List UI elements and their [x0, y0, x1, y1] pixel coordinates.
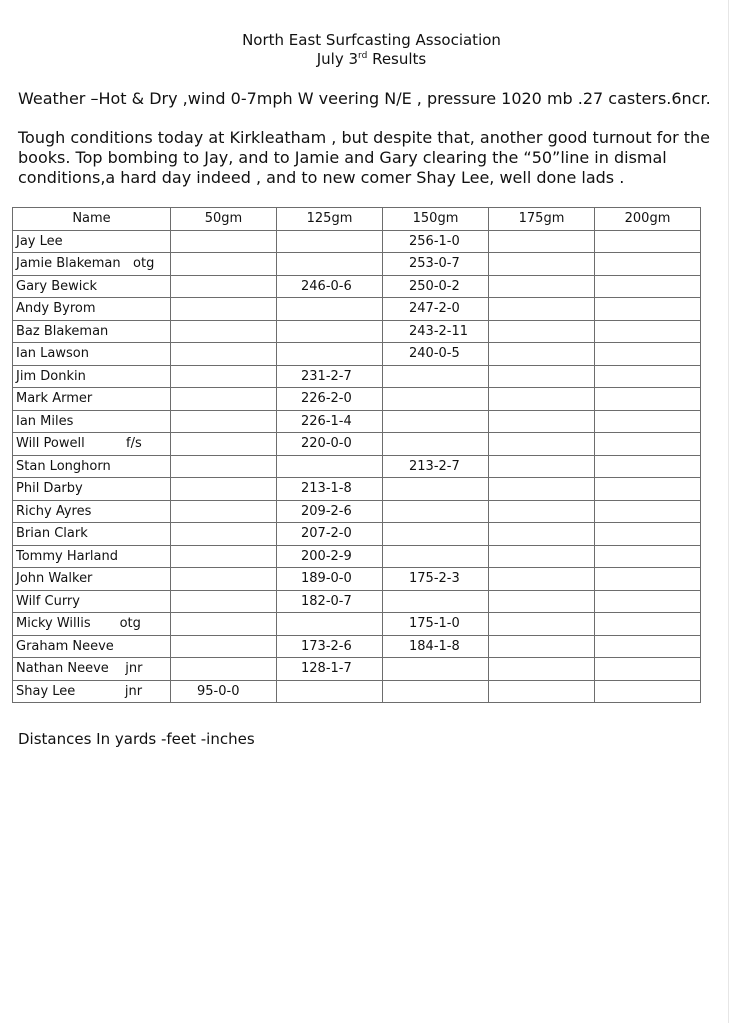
table-row [13, 365, 701, 388]
distance-cell-200gm [595, 455, 701, 478]
table-row [13, 455, 701, 478]
competitor-name-cell: Brian Clark [13, 523, 171, 546]
distance-cell-200gm [595, 433, 701, 456]
column-header-125gm: 125gm [277, 208, 383, 231]
competitor-name-cell: Tommy Harland [13, 545, 171, 568]
competitor-name-cell: Micky Willis otg [13, 613, 171, 636]
distance-cell-200gm [595, 275, 701, 298]
distance-cell-200gm [595, 253, 701, 276]
table-header-row [13, 208, 701, 231]
distance-cell-50gm [171, 590, 277, 613]
distance-cell-125gm [277, 680, 383, 703]
table-row [13, 253, 701, 276]
distance-cell-200gm [595, 523, 701, 546]
table-row [13, 388, 701, 411]
distance-cell-150gm: 250-0-2 [383, 275, 489, 298]
distance-cell-50gm [171, 343, 277, 366]
distance-cell-150gm [383, 388, 489, 411]
distance-cell-175gm [489, 613, 595, 636]
distance-cell-175gm [489, 253, 595, 276]
table-row [13, 500, 701, 523]
distance-cell-200gm [595, 635, 701, 658]
date-prefix: July 3 [316, 50, 359, 68]
column-header-200gm: 200gm [595, 208, 701, 231]
distance-cell-175gm [489, 635, 595, 658]
distance-cell-200gm [595, 680, 701, 703]
distance-cell-175gm [489, 388, 595, 411]
table-row [13, 433, 701, 456]
distance-cell-175gm [489, 298, 595, 321]
column-header-150gm: 150gm [383, 208, 489, 231]
distance-cell-175gm [489, 410, 595, 433]
competitor-name-cell: Ian Lawson [13, 343, 171, 366]
results-table-body [13, 230, 701, 703]
distance-cell-125gm: 207-2-0 [277, 523, 383, 546]
distance-cell-175gm [489, 275, 595, 298]
competitor-name-cell: Phil Darby [13, 478, 171, 501]
competitor-name-cell: Shay Lee jnr [13, 680, 171, 703]
distance-cell-175gm [489, 500, 595, 523]
distance-cell-125gm: 226-1-4 [277, 410, 383, 433]
date-rest: Results [367, 50, 427, 68]
competitor-name-cell: Jay Lee [13, 230, 171, 253]
distance-cell-50gm [171, 500, 277, 523]
distance-cell-50gm: 95-0-0 [171, 680, 277, 703]
distance-cell-125gm: 173-2-6 [277, 635, 383, 658]
distance-cell-150gm: 175-2-3 [383, 568, 489, 591]
distance-cell-175gm [489, 590, 595, 613]
distance-cell-50gm [171, 275, 277, 298]
table-row [13, 590, 701, 613]
distance-cell-50gm [171, 388, 277, 411]
distance-cell-50gm [171, 523, 277, 546]
column-header-50gm: 50gm [171, 208, 277, 231]
date-ordinal-suffix: rd [358, 51, 368, 61]
distance-cell-200gm [595, 590, 701, 613]
distance-cell-150gm: 175-1-0 [383, 613, 489, 636]
competitor-name-cell: Gary Bewick [13, 275, 171, 298]
competitor-name-cell: Jim Donkin [13, 365, 171, 388]
distance-cell-125gm: 220-0-0 [277, 433, 383, 456]
distance-cell-150gm [383, 680, 489, 703]
competitor-name-cell: Wilf Curry [13, 590, 171, 613]
distance-cell-200gm [595, 478, 701, 501]
page-edge-line [728, 0, 729, 1023]
distance-cell-150gm [383, 365, 489, 388]
distance-cell-125gm [277, 455, 383, 478]
weather-line: Weather –Hot & Dry ,wind 0-7mph W veering N/E , pressure 1020 mb .27 casters.6ncr. [18, 89, 711, 108]
distance-cell-150gm: 256-1-0 [383, 230, 489, 253]
competitor-name-cell: Ian Miles [13, 410, 171, 433]
match-notes: Tough conditions today at Kirkleatham , but despite that, another good turnout for the books. Top bombing to Jay, and to Jamie and Gary clearing the “50”line in dismal conditions,a hard day indeed , and to new comer Shay Lee, well done lads . [18, 128, 711, 187]
distance-cell-200gm [595, 343, 701, 366]
distance-cell-50gm [171, 613, 277, 636]
distance-cell-125gm: 231-2-7 [277, 365, 383, 388]
distance-cell-125gm [277, 320, 383, 343]
distance-cell-150gm [383, 523, 489, 546]
distance-cell-50gm [171, 568, 277, 591]
organisation-title: North East Surfcasting Association [242, 31, 501, 49]
distance-cell-50gm [171, 298, 277, 321]
distance-cell-150gm [383, 478, 489, 501]
table-row [13, 568, 701, 591]
distance-cell-150gm [383, 433, 489, 456]
distance-cell-150gm [383, 500, 489, 523]
distance-cell-200gm [595, 230, 701, 253]
table-row [13, 410, 701, 433]
competitor-name-cell: Richy Ayres [13, 500, 171, 523]
table-row [13, 635, 701, 658]
distance-cell-125gm [277, 253, 383, 276]
competitor-name-cell: Baz Blakeman [13, 320, 171, 343]
distance-cell-175gm [489, 343, 595, 366]
distance-cell-50gm [171, 253, 277, 276]
competitor-name-cell: Mark Armer [13, 388, 171, 411]
results-date-title [0, 49, 743, 69]
distance-cell-175gm [489, 433, 595, 456]
distance-cell-175gm [489, 365, 595, 388]
distance-cell-200gm [595, 298, 701, 321]
distance-cell-125gm: 182-0-7 [277, 590, 383, 613]
distance-cell-175gm [489, 658, 595, 681]
distance-cell-200gm [595, 568, 701, 591]
competitor-name-cell: Graham Neeve [13, 635, 171, 658]
table-row [13, 613, 701, 636]
distance-cell-50gm [171, 635, 277, 658]
table-row [13, 545, 701, 568]
table-row [13, 680, 701, 703]
distance-cell-50gm [171, 478, 277, 501]
distance-cell-200gm [595, 320, 701, 343]
column-header-175gm: 175gm [489, 208, 595, 231]
distance-units-note: Distances In yards -feet -inches [18, 730, 255, 748]
table-row [13, 478, 701, 501]
distance-cell-175gm [489, 320, 595, 343]
distance-cell-175gm [489, 455, 595, 478]
distance-cell-175gm [489, 478, 595, 501]
distance-cell-200gm [595, 500, 701, 523]
competitor-name-cell: Andy Byrom [13, 298, 171, 321]
distance-cell-125gm: 246-0-6 [277, 275, 383, 298]
distance-cell-175gm [489, 680, 595, 703]
distance-cell-175gm [489, 523, 595, 546]
distance-cell-150gm [383, 658, 489, 681]
table-row [13, 658, 701, 681]
distance-cell-125gm: 213-1-8 [277, 478, 383, 501]
table-row [13, 275, 701, 298]
distance-cell-200gm [595, 365, 701, 388]
table-row [13, 343, 701, 366]
distance-cell-150gm: 243-2-11 [383, 320, 489, 343]
distance-cell-50gm [171, 365, 277, 388]
table-row [13, 523, 701, 546]
distance-cell-200gm [595, 658, 701, 681]
competitor-name-cell: John Walker [13, 568, 171, 591]
distance-cell-150gm [383, 590, 489, 613]
distance-cell-150gm: 247-2-0 [383, 298, 489, 321]
distance-cell-50gm [171, 433, 277, 456]
table-row [13, 230, 701, 253]
table-row [13, 320, 701, 343]
competitor-name-cell: Will Powell f/s [13, 433, 171, 456]
distance-cell-150gm: 213-2-7 [383, 455, 489, 478]
distance-cell-150gm [383, 545, 489, 568]
table-row [13, 298, 701, 321]
distance-cell-175gm [489, 230, 595, 253]
distance-cell-150gm: 184-1-8 [383, 635, 489, 658]
competitor-name-cell: Jamie Blakeman otg [13, 253, 171, 276]
distance-cell-125gm [277, 230, 383, 253]
distance-cell-50gm [171, 455, 277, 478]
distance-cell-125gm: 189-0-0 [277, 568, 383, 591]
distance-cell-125gm [277, 298, 383, 321]
distance-cell-175gm [489, 568, 595, 591]
distance-cell-125gm: 128-1-7 [277, 658, 383, 681]
distance-cell-200gm [595, 410, 701, 433]
distance-cell-50gm [171, 320, 277, 343]
column-header-name: Name [13, 208, 171, 231]
competitor-name-cell: Nathan Neeve jnr [13, 658, 171, 681]
distance-cell-125gm: 200-2-9 [277, 545, 383, 568]
distance-cell-125gm [277, 613, 383, 636]
distance-cell-125gm: 209-2-6 [277, 500, 383, 523]
competitor-name-cell: Stan Longhorn [13, 455, 171, 478]
distance-cell-150gm: 253-0-7 [383, 253, 489, 276]
distance-cell-50gm [171, 658, 277, 681]
distance-cell-200gm [595, 545, 701, 568]
distance-cell-125gm [277, 343, 383, 366]
distance-cell-200gm [595, 613, 701, 636]
distance-cell-125gm: 226-2-0 [277, 388, 383, 411]
distance-cell-150gm [383, 410, 489, 433]
distance-cell-200gm [595, 388, 701, 411]
distance-cell-150gm: 240-0-5 [383, 343, 489, 366]
distance-cell-50gm [171, 545, 277, 568]
distance-cell-50gm [171, 410, 277, 433]
results-table [12, 207, 701, 703]
distance-cell-175gm [489, 545, 595, 568]
distance-cell-50gm [171, 230, 277, 253]
